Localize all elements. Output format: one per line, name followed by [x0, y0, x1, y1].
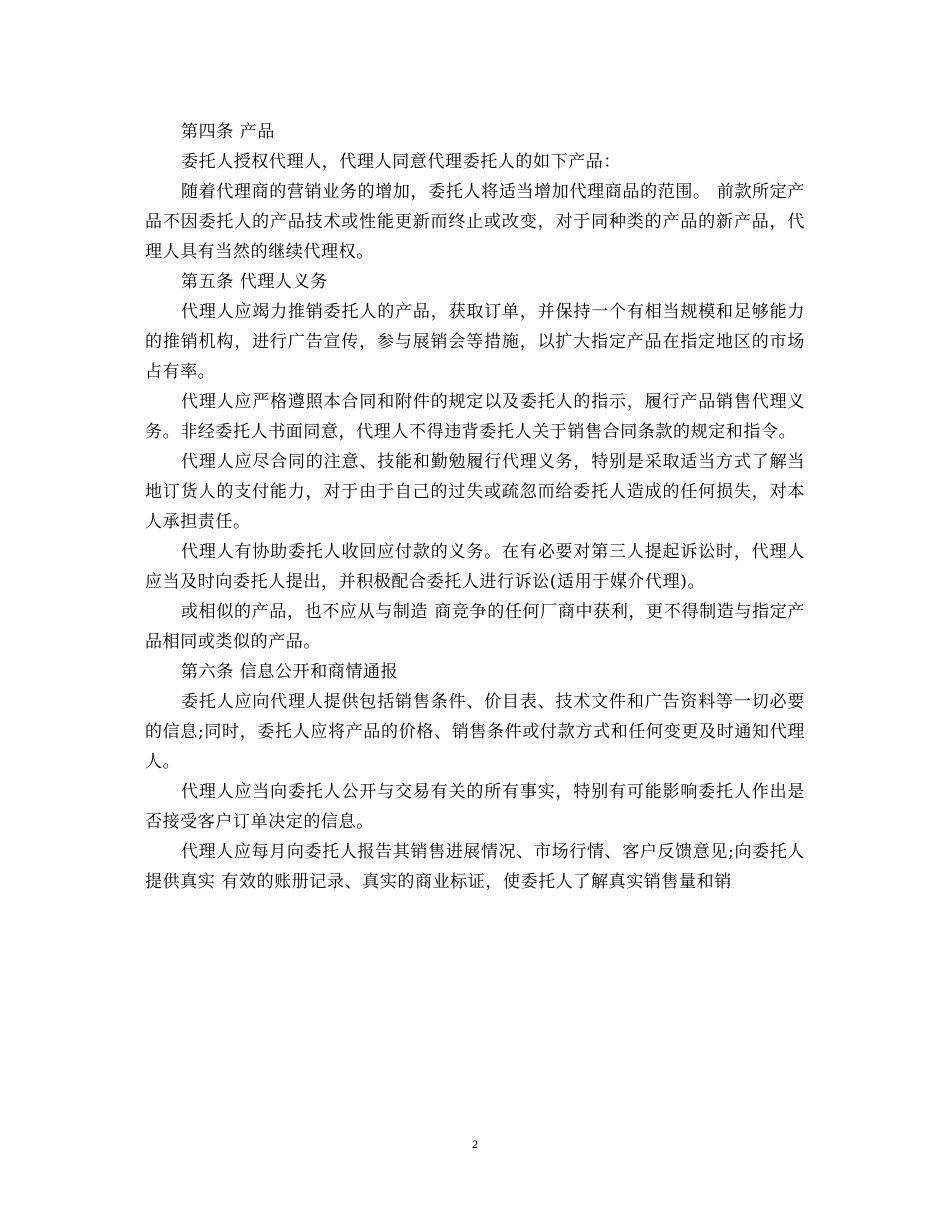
paragraph: 代理人应尽合同的注意、技能和勤勉履行代理义务，特别是采取适当方式了解当地订货人的支付能力，对于由于自己的过失或疏忽而给委托人造成的任何损失，对本人承担责任。	[145, 452, 805, 532]
paragraph: 委托人应向代理人提供包括销售条件、价目表、技术文件和广告资料等一切必要的信息;同时，委托人应将产品的价格、销售条件或付款方式和任何变更及时通知代理人。	[145, 692, 805, 772]
paragraph: 代理人应严格遵照本合同和附件的规定以及委托人的指示，履行产品销售代理义务。非经委托人书面同意，代理人不得违背委托人关于销售合同条款的规定和指令。	[145, 392, 805, 442]
article-6-heading: 第六条 信息公开和商情通报	[181, 662, 399, 682]
article-4-heading: 第四条 产品	[181, 122, 276, 142]
page-number: 2	[472, 1137, 478, 1151]
paragraph: 随着代理商的营销业务的增加，委托人将适当增加代理商品的范围。 前款所定产品不因委托人的产品技术或性能更新而终止或改变，对于同种类的产品的新产品，代理人具有当然的继续代理权。	[145, 182, 805, 262]
document-body	[145, 117, 805, 897]
paragraph: 代理人有协助委托人收回应付款的义务。在有必要对第三人提起诉讼时，代理人应当及时向委托人提出，并积极配合委托人进行诉讼(适用于媒介代理)。	[145, 542, 805, 592]
paragraph: 或相似的产品，也不应从与制造 商竞争的任何厂商中获利，更不得制造与指定产品相同或类似的产品。	[145, 602, 805, 652]
paragraph: 代理人应竭力推销委托人的产品，获取订单，并保持一个有相当规模和足够能力的推销机构，进行广告宣传，参与展销会等措施，以扩大指定产品在指定地区的市场占有率。	[145, 302, 805, 382]
paragraph: 代理人应每月向委托人报告其销售进展情况、市场行情、客户反馈意见;向委托人提供真实 有效的账册记录、真实的商业标证，使委托人了解真实销售量和销	[145, 842, 805, 892]
paragraph: 代理人应当向委托人公开与交易有关的所有事实，特别有可能影响委托人作出是否接受客户订单决定的信息。	[145, 782, 805, 832]
article-5-heading: 第五条 代理人义务	[181, 272, 328, 292]
paragraph: 委托人授权代理人，代理人同意代理委托人的如下产品：	[181, 152, 621, 172]
